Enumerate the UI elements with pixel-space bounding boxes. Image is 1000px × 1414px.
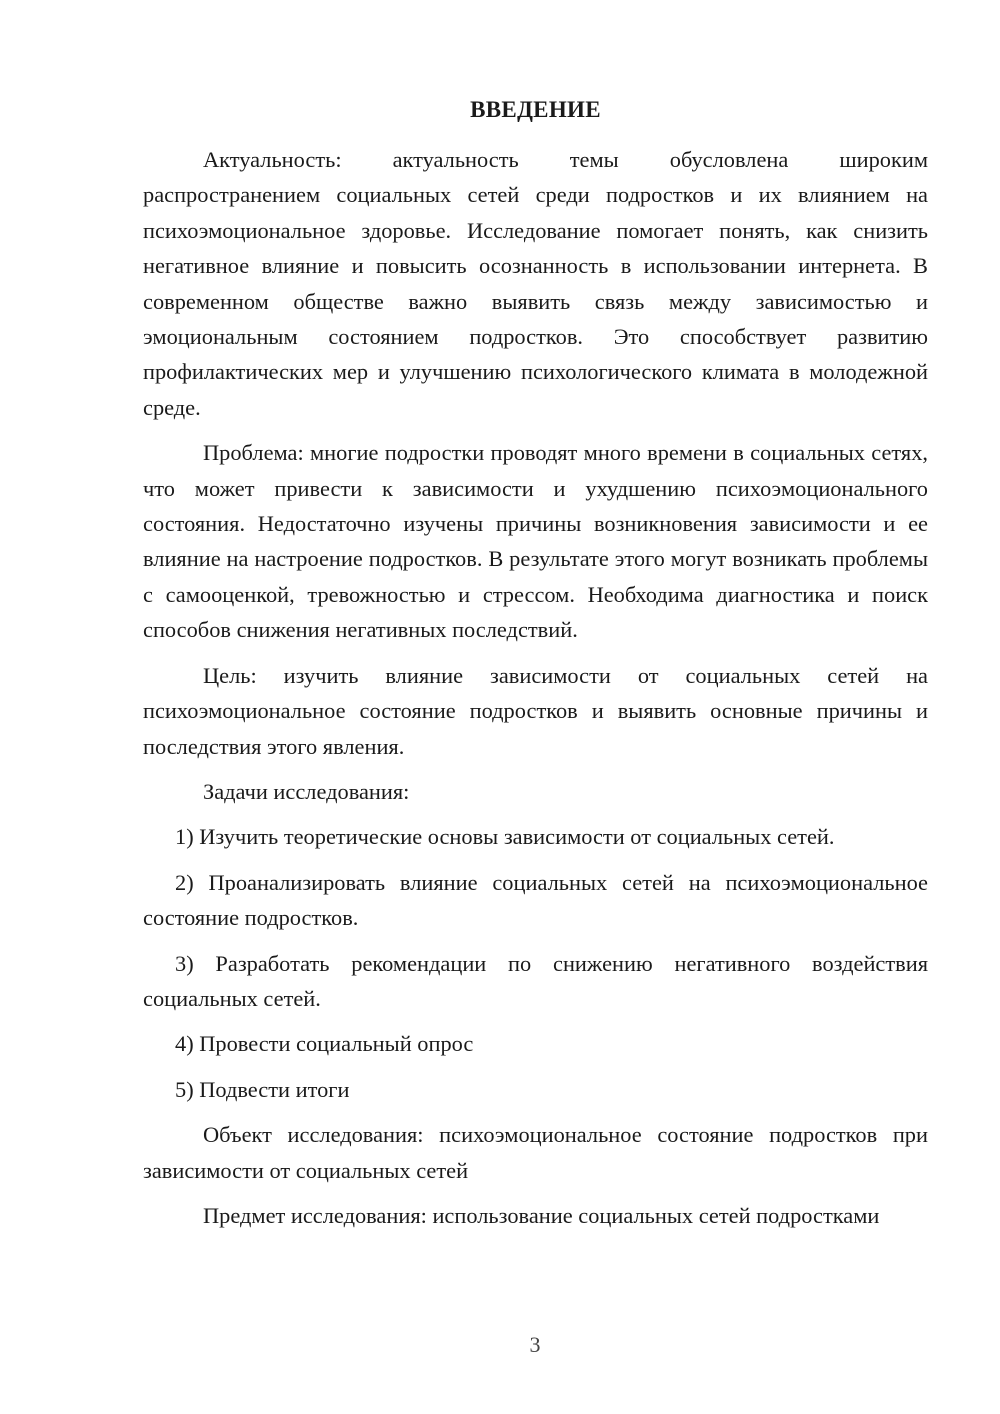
task-item-3: 3) Разработать рекомендации по снижению негативного воздействия социальных сетей.	[143, 950, 928, 1011]
task-item-4: 4) Провести социальный опрос	[175, 1031, 474, 1057]
paragraph-goal: Цель: изучить влияние зависимости от социальных сетей на психоэмоциональное состояние подростков и выявить основные причины и последствия этого явления.	[143, 662, 928, 759]
paragraph-subject: Предмет исследования: использование социальных сетей подростками	[203, 1202, 880, 1228]
paragraph-object: Объект исследования: психоэмоциональное состояние подростков при зависимости от социальных сетей	[143, 1122, 928, 1183]
paragraph-relevance: Актуальность: актуальность темы обусловлена широким распространением социальных сетей среди подростков и их влиянием на психоэмоциональное здоровье. Исследование помогает понять, как снизить негативное влияние и повысить осознанность в использовании интернета. В современном обществе важно выявить связь между зависимостью и эмоциональным состоянием подростков. Это способствует развитию профилактических мер и улучшению психологического климата в молодежной среде.	[143, 147, 928, 420]
page-title: ВВЕДЕНИЕ	[470, 97, 601, 122]
page-number: 3	[529, 1332, 541, 1357]
task-item-2: 2) Проанализировать влияние социальных сетей на психоэмоциональное состояние подростков.	[143, 869, 928, 931]
document-page	[143, 92, 928, 1243]
paragraph-problem: Проблема: многие подростки проводят много времени в социальных сетях, что может привести к зависимости и ухудшению психоэмоционального состояния. Недостаточно изучены причины возникновения зависимости и ее влияние на настроение подростков. В результате этого могут возникать проблемы с самооценкой, тревожностью и стрессом. Необходима диагностика и поиск способов снижения негативных последствий.	[143, 440, 928, 643]
paragraph-tasks-heading: Задачи исследования:	[203, 778, 410, 804]
task-item-1: 1) Изучить теоретические основы зависимости от социальных сетей.	[175, 824, 835, 850]
task-item-5: 5) Подвести итоги	[175, 1076, 350, 1102]
